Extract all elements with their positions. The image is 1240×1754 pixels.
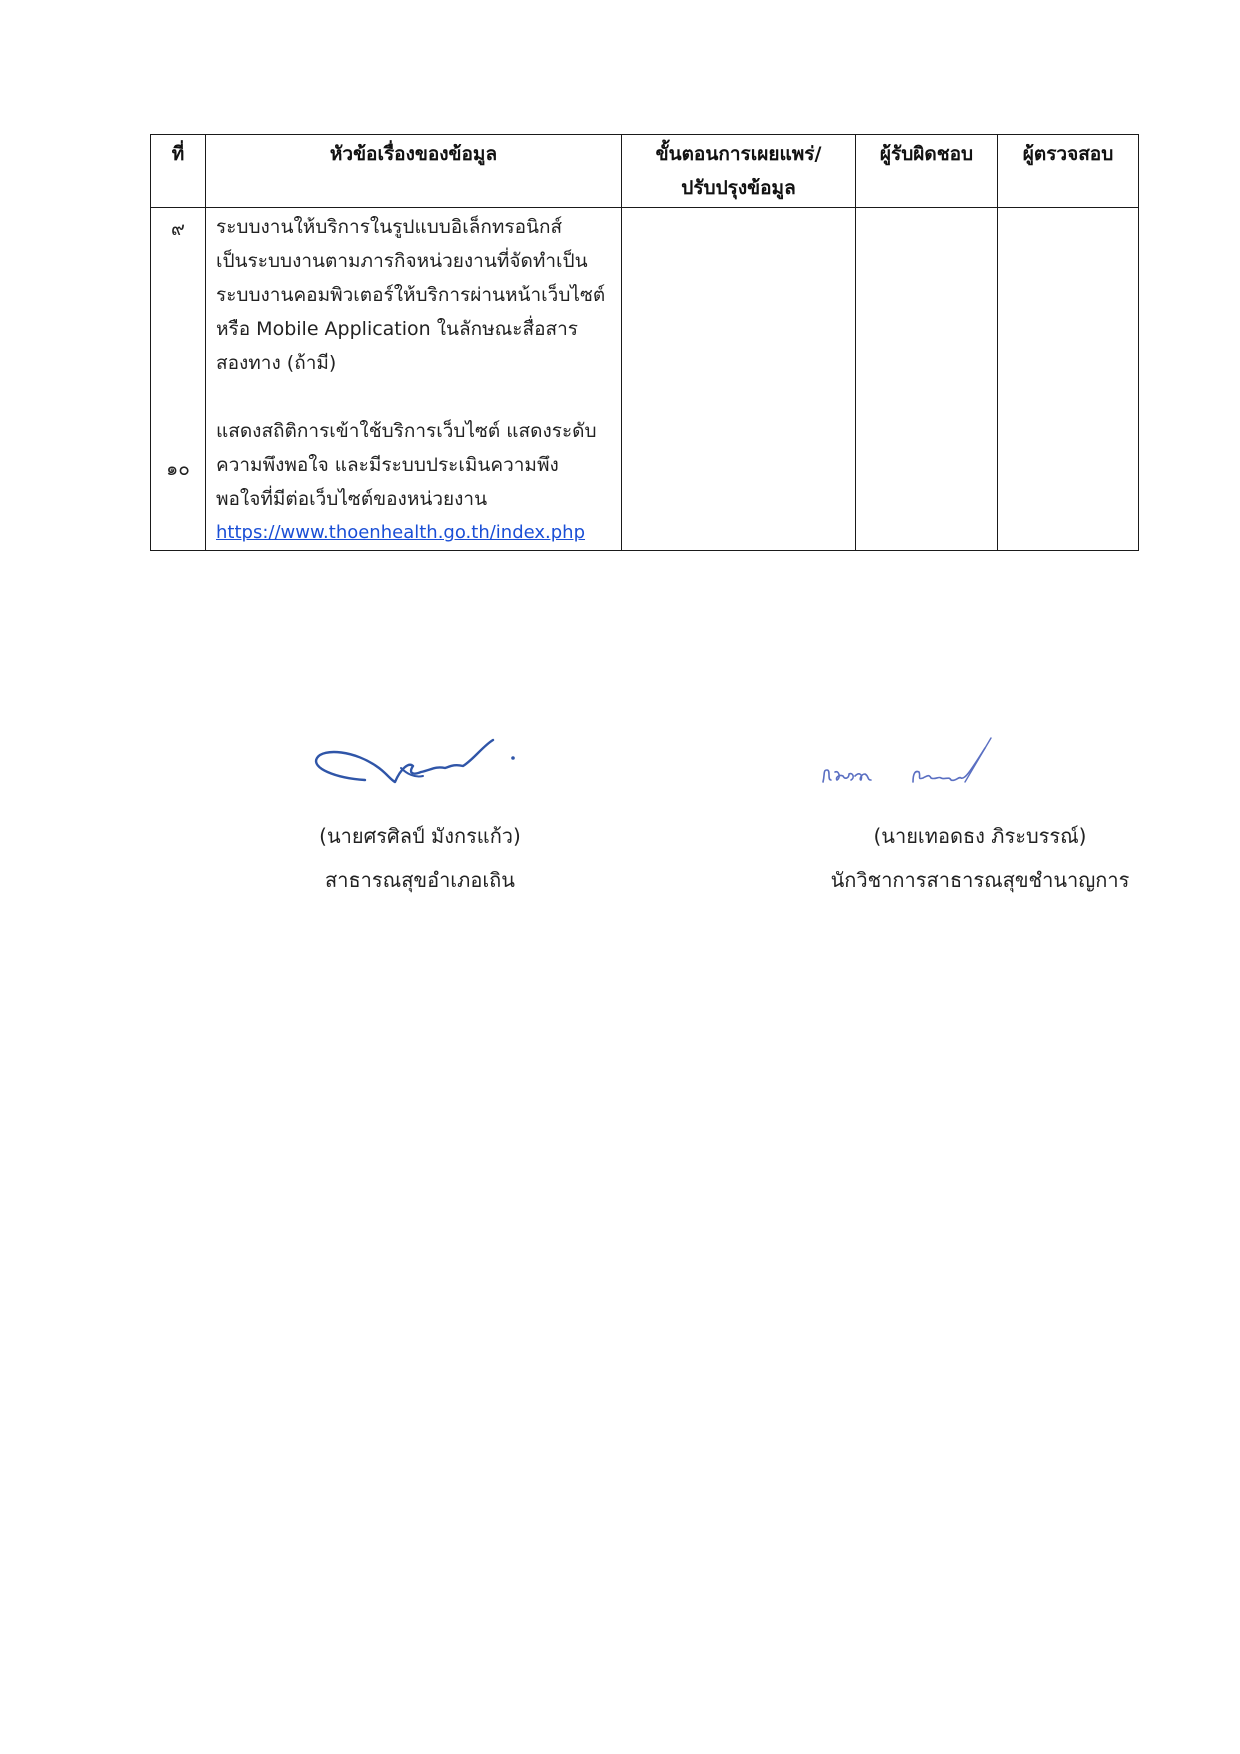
header-topic: หัวข้อเรื่องของข้อมูล — [206, 135, 622, 208]
table-header-row — [151, 135, 1139, 208]
header-no: ที่ — [151, 135, 206, 208]
header-checker: ผู้ตรวจสอบ — [998, 135, 1139, 208]
signature-left-position: สาธารณสุขอำเภอเถิน — [325, 868, 515, 892]
signature-right — [755, 814, 1205, 902]
item9-line: หรือ Mobile Application ในลักษณะสื่อสาร — [216, 318, 578, 340]
signature-left-name: (นายศรศิลป์ มังกรแก้ว) — [319, 824, 521, 848]
steps-cell — [622, 208, 856, 551]
item9-line: สองทาง (ถ้ามี) — [216, 352, 337, 374]
signature-left — [270, 814, 570, 902]
info-table — [150, 134, 1139, 551]
checker-cell — [998, 208, 1139, 551]
header-steps — [622, 135, 856, 208]
row-number-10: ๑๐ — [166, 458, 190, 480]
item10-line: พอใจที่มีต่อเว็บไซต์ของหน่วยงาน — [216, 488, 488, 510]
signature-right-name: (นายเทอดธง ภิระบรรณ์) — [873, 824, 1087, 848]
signature-left-image — [305, 728, 525, 798]
row-number-9: ๙ — [171, 218, 185, 240]
item9-line: ระบบงานให้บริการในรูปแบบอิเล็กทรอนิกส์ — [216, 216, 563, 238]
responsible-cell — [856, 208, 998, 551]
item9-line: เป็นระบบงานตามภารกิจหน่วยงานที่จัดทำเป็น — [216, 250, 588, 272]
header-steps-line2: ปรับปรุงข้อมูล — [681, 177, 796, 199]
website-link[interactable]: https://www.thoenhealth.go.th/index.php — [216, 522, 586, 543]
paragraph-spacer — [216, 380, 611, 414]
signature-right-image — [815, 730, 1015, 800]
table-row — [151, 208, 1139, 551]
header-responsible: ผู้รับผิดชอบ — [856, 135, 998, 208]
item9-line: ระบบงานคอมพิวเตอร์ให้บริการผ่านหน้าเว็บไซต์ — [216, 284, 606, 306]
row-number-cell — [151, 208, 206, 551]
item10-line: ความพึงพอใจ และมีระบบประเมินความพึง — [216, 454, 559, 476]
item10-line: แสดงสถิติการเข้าใช้บริการเว็บไซต์ แสดงระดับ — [216, 420, 597, 442]
signature-right-position: นักวิชาการสาธารณสุขชำนาญการ — [830, 868, 1130, 892]
header-steps-line1: ขั้นตอนการเผยแพร่/ — [655, 143, 822, 165]
topic-cell — [206, 208, 622, 551]
